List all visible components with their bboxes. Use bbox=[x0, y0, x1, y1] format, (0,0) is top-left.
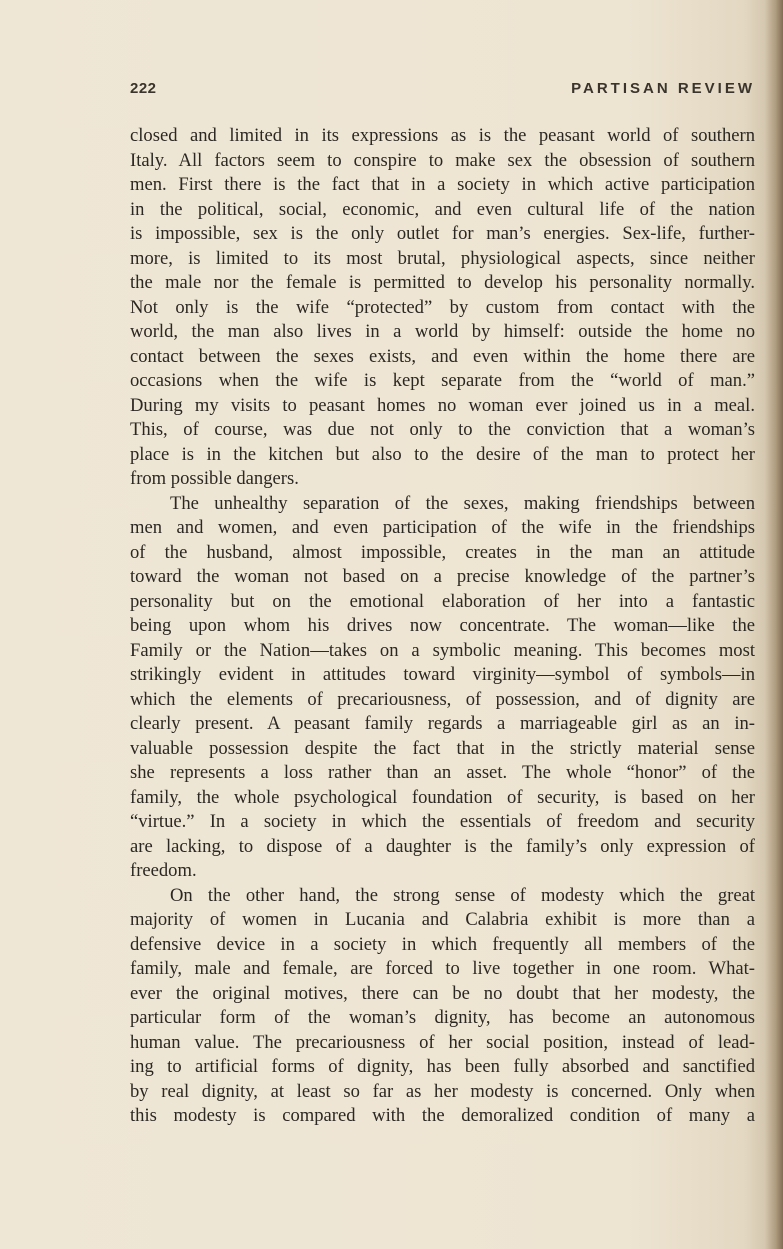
text-line: Family or the Nation—takes on a symbolic meaning. This becomes most bbox=[130, 639, 755, 661]
running-head: PARTISAN REVIEW bbox=[571, 80, 755, 97]
text-line: “virtue.” In a society in which the essentials of freedom and security bbox=[130, 811, 755, 832]
text-line: closed and limited in its expressions as is the peasant world of southern bbox=[130, 125, 755, 146]
text-line: freedom. bbox=[130, 860, 197, 881]
text-line: personality but on the emotional elaboration of her into a fantastic bbox=[130, 590, 755, 612]
text-line: strikingly evident in attitudes toward virginity—symbol of symbols—in bbox=[130, 664, 755, 685]
text-line: ever the original motives, there can be no doubt that her modesty, the bbox=[130, 982, 755, 1004]
text-line: Not only is the wife “protected” by custom from contact with the bbox=[130, 296, 755, 318]
body-text bbox=[130, 124, 755, 1129]
text-line: On the other hand, the strong sense of modesty which the great bbox=[170, 884, 755, 906]
text-line: defensive device in a society in which frequently all members of the bbox=[130, 933, 755, 955]
text-line: clearly present. A peasant family regards a marriageable girl as an in- bbox=[130, 713, 755, 734]
text-line: occasions when the wife is kept separate from the “world of man.” bbox=[130, 370, 755, 391]
text-line: men and women, and even participation of the wife in the friendships bbox=[130, 517, 755, 538]
text-line: During my visits to peasant homes no woman ever joined us in a meal. bbox=[130, 394, 755, 416]
text-line: more, is limited to its most brutal, physiological aspects, since neither bbox=[130, 247, 755, 269]
text-line: of the husband, almost impossible, creates in the man an attitude bbox=[130, 541, 755, 563]
text-line: are lacking, to dispose of a daughter is the family’s only expression of bbox=[130, 835, 755, 857]
text-line: The unhealthy separation of the sexes, making friendships between bbox=[170, 492, 755, 514]
text-line: family, the whole psychological foundation of security, is based on her bbox=[130, 786, 755, 808]
page-number: 222 bbox=[130, 80, 157, 97]
text-line: which the elements of precariousness, of possession, and of dignity are bbox=[130, 688, 755, 710]
text-line: This, of course, was due not only to the conviction that a woman’s bbox=[130, 419, 755, 440]
text-line: from possible dangers. bbox=[130, 468, 299, 489]
text-line: family, male and female, are forced to live together in one room. What- bbox=[130, 958, 755, 979]
page-header bbox=[130, 80, 755, 102]
text-line: in the political, social, economic, and even cultural life of the nation bbox=[130, 198, 755, 220]
text-line: world, the man also lives in a world by himself: outside the home no bbox=[130, 321, 755, 342]
text-line: she represents a loss rather than an asset. The whole “honor” of the bbox=[130, 762, 755, 783]
text-line: ing to artificial forms of dignity, has been fully absorbed and sanctified bbox=[130, 1056, 755, 1077]
text-line: is impossible, sex is the only outlet for man’s energies. Sex-life, further- bbox=[130, 223, 755, 244]
text-line: the male nor the female is permitted to develop his personality normally. bbox=[130, 272, 755, 293]
text-line: by real dignity, at least so far as her modesty is concerned. Only when bbox=[130, 1080, 755, 1102]
text-line: particular form of the woman’s dignity, has become an autonomous bbox=[130, 1007, 755, 1028]
text-line: contact between the sexes exists, and even within the home there are bbox=[130, 345, 755, 367]
text-line: majority of women in Lucania and Calabria exhibit is more than a bbox=[130, 909, 755, 930]
text-line: human value. The precariousness of her social position, instead of lead- bbox=[130, 1031, 755, 1053]
text-line: this modesty is compared with the demoralized condition of many a bbox=[130, 1105, 755, 1126]
text-line: being upon whom his drives now concentrate. The woman—like the bbox=[130, 615, 755, 636]
text-line: toward the woman not based on a precise knowledge of the partner’s bbox=[130, 566, 755, 587]
page-edge-shadow bbox=[765, 0, 783, 1249]
text-line: Italy. All factors seem to conspire to make sex the obsession of southern bbox=[130, 149, 755, 171]
text-line: men. First there is the fact that in a society in which active participation bbox=[130, 174, 755, 195]
text-line: valuable possession despite the fact that in the strictly material sense bbox=[130, 737, 755, 759]
text-line: place is in the kitchen but also to the desire of the man to protect her bbox=[130, 443, 755, 465]
